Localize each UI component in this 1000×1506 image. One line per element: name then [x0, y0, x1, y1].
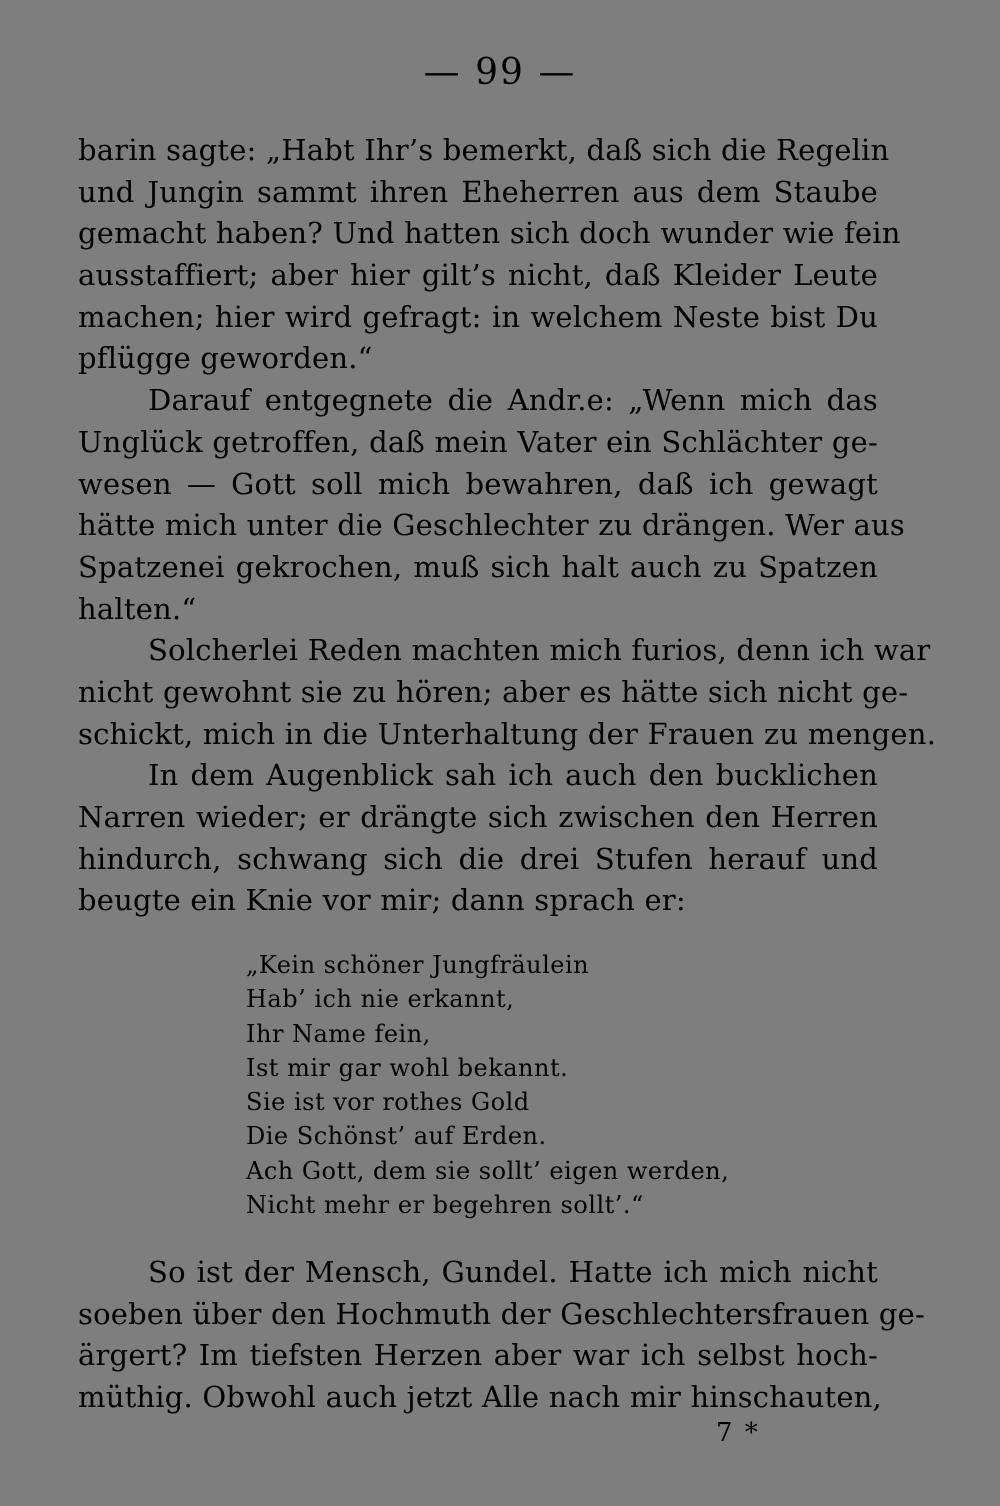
text-line: soeben über den Hochmuth der Geschlechtersfrauen ge- [78, 1296, 926, 1331]
text-line: hätte mich unter die Geschlechter zu drängen. Wer aus [78, 508, 905, 543]
text-line: ausstaffiert; aber hier gilt’s nicht, daß Kleider Leute [78, 258, 878, 293]
text-line: Solcherlei Reden machten mich furios, denn ich war [148, 633, 931, 668]
verse-line: Die Schönst’ auf Erden. [246, 1122, 547, 1151]
verse-line: Sie ist vor rothes Gold [246, 1088, 530, 1117]
text-line: Narren wieder; er drängte sich zwischen den Herren [78, 800, 878, 834]
text-line: ärgert? Im tiefsten Herzen aber war ich selbst hoch- [78, 1338, 878, 1373]
text-line: pflügge geworden.“ [78, 341, 373, 376]
text-line: Darauf entgegnete die Andr.e: „Wenn mich das [148, 383, 878, 418]
text-line: gemacht haben? Und hatten sich doch wunder wie fein [78, 216, 901, 251]
text-line: müthig. Obwohl auch jetzt Alle nach mir hinschauten, [78, 1380, 882, 1415]
text-line: barin sagte: „Habt Ihr’s bemerkt, daß sich die Regelin [78, 133, 890, 167]
text-line: Unglück getroffen, daß mein Vater ein Schlächter ge- [78, 424, 878, 459]
text-line: und Jungin sammt ihren Eheherren aus dem Staube [78, 174, 878, 209]
text-line: beugte ein Knie vor mir; dann sprach er: [78, 883, 686, 918]
text-block-top [78, 130, 937, 922]
verse-line: Ihr Name fein, [246, 1019, 431, 1048]
text-line: nicht gewohnt sie zu hören; aber es hätte sich nicht ge- [78, 674, 909, 709]
text-line: So ist der Mensch, Gundel. Hatte ich mich nicht [148, 1255, 878, 1289]
verse-line: Hab’ ich nie erkannt, [246, 985, 515, 1014]
verse-line: Ist mir gar wohl bekannt. [246, 1053, 569, 1082]
text-line: halten.“ [78, 591, 197, 626]
verse-block [246, 948, 766, 1222]
text-line: machen; hier wird gefragt: in welchem Neste bist Du [78, 299, 878, 334]
text-line: schickt, mich in die Unterhaltung der Frauen zu mengen. [78, 716, 937, 751]
verse-line: „Kein schöner Jungfräulein [246, 951, 590, 979]
text-line: wesen — Gott soll mich bewahren, daß ich gewagt [78, 466, 878, 501]
verse-line: Ach Gott, dem sie sollt’ eigen werden, [246, 1156, 730, 1185]
verse-line: Nicht mehr er begehren sollt’.“ [246, 1191, 644, 1220]
text-line: Spatzenei gekrochen, muß sich halt auch zu Spatzen [78, 549, 878, 584]
text-line: In dem Augenblick sah ich auch den bucklichen [148, 758, 878, 793]
text-block-bottom [78, 1252, 926, 1419]
page-number: — 99 — [423, 52, 577, 93]
text-line: hindurch, schwang sich die drei Stufen herauf und [78, 841, 878, 876]
printer-signature: 7 * [716, 1418, 760, 1448]
